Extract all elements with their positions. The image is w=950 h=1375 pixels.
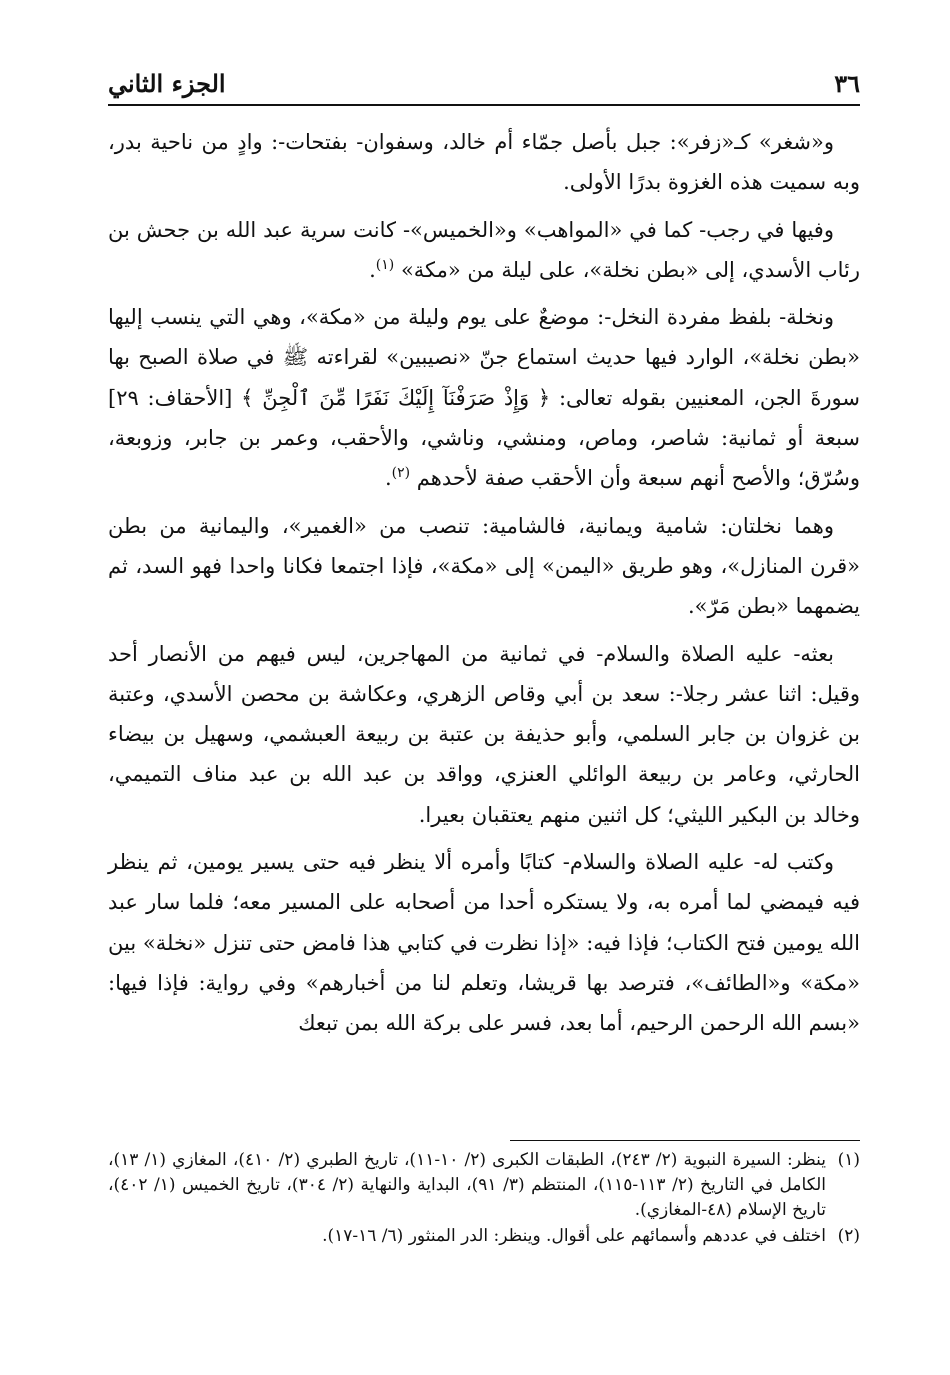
part-title: الجزء الثاني <box>108 69 226 98</box>
footnote-text: ينظر: السيرة النبوية (٢/ ٢٤٣)، الطبقات الكبرى (٢/ ١٠-١١)، تاريخ الطبري (٢/ ٤١٠)، المغازي (١/ ١٣)، الكامل في التاريخ (٢/ ١١٣-١١٥)، المنتظم (٣/ ٩١)، البداية والنهاية (٢/ ٣٠٤)، تاريخ الخميس (١/ ٤٠٢)، تاريخ الإسلام (٤٨-المغازي). <box>108 1150 827 1220</box>
header-rule <box>108 104 860 106</box>
paragraph-6: وكتب له- عليه الصلاة والسلام- كتابًا وأمره ألا ينظر فيه حتى يسير يومين، ثم ينظر فيه فيمضي لما أمره به، ولا يستكره أحدا من أصحابه على المسير معه؛ فلما سار عبد الله يومين فتح الكتاب؛ فإذا فيه: «إذا نظرت في كتابي هذا فامض حتى تنزل «نخلة» بين «مكة» و«الطائف»، فترصد بها قريشا، وتعلم لنا من أخبارهم» وفي رواية: فإذا فيها: «بسم الله الرحمن الرحيم، أما بعد، فسر على بركة الله بمن تبعك <box>108 850 860 1036</box>
footnote-1 <box>108 1148 860 1223</box>
footnote-ref-2[interactable]: (٢) <box>391 465 411 482</box>
footnote-marker: (١) <box>837 1150 860 1170</box>
paragraph-1: و«شغر» كـ«زفر»: جبل بأصل جمّاء أم خالد، وسفوان- بفتحات-: وادٍ من ناحية بدر، وبه سميت هذه الغزوة بدرًا الأولى. <box>108 130 860 195</box>
paragraph-4: وهما نخلتان: شامية ويمانية، فالشامية: تنصب من «الغمير»، واليمانية من بطن «قرن المنازل»، وهو طريق «اليمن» إلى «مكة»، فإذا اجتمعا فكانا واحدا فهو السد، ثم يضمهما «بطن مَرّ». <box>108 513 860 619</box>
footnote-2 <box>108 1224 860 1249</box>
footnote-marker: (٢) <box>837 1226 860 1246</box>
main-text <box>108 122 860 1051</box>
footnotes <box>108 1148 860 1250</box>
page-number: ٣٦ <box>834 69 860 98</box>
paragraph-2: وفيها في رجب- كما في «المواهب» و«الخميس»- كانت سرية عبد الله بن جحش بن رئاب الأسدي، إلى «بطن نخلة»، على ليلة من «مكة» $^{(١)}$. <box>108 217 860 282</box>
footnote-ref-1[interactable]: (١) <box>375 256 395 273</box>
paragraph-3: ونخلة- بلفظ مفردة النخل-: موضعٌ على يوم وليلة من «مكة»، وهي التي ينسب إليها «بطن نخلة»، الوارد فيها حديث استماع جنّ «نصيبين» لقراءته ﷺ في صلاة الصبح بها سورةَ الجن، المعنيين بقوله تعالى: ﴿ وَإِذْ صَرَفْنَآ إِلَيْكَ نَفَرًا مِّنَ ٱلْجِنِّ ﴾ [الأحقاف: ٢٩] سبعة أو ثمانية: شاصر، وماص، ومنشي، وناشي، والأحقب، وعمر بن جابر، وزوبعة، وسُرّق؛ والأصح أنهم سبعة وأن الأحقب صفة لأحدهم $^{(٢)}$. <box>108 305 860 491</box>
page-header <box>108 52 860 98</box>
footnote-separator <box>510 1140 860 1141</box>
paragraph-5: بعثه- عليه الصلاة والسلام- في ثمانية من المهاجرين، ليس فيهم من الأنصار أحد وقيل: اثنا عشر رجلا-: سعد بن أبي وقاص الزهري، وعكاشة بن محصن الأسدي، وعتبة بن غزوان بن جابر السلمي، وأبو حذيفة بن عتبة بن ربيعة العبشمي، وسهيل بن بيضاء الحارثي، وعامر بن ربيعة الوائلي العنزي، وواقد بن عبد الله بن عبد مناف التميمي، وخالد بن البكير الليثي؛ كل اثنين منهم يعتقبان بعيرا. <box>108 641 860 827</box>
footnote-text: اختلف في عددهم وأسمائهم على أقوال. وينظر: الدر المنثور (٦/ ١٦-١٧). <box>322 1226 826 1246</box>
